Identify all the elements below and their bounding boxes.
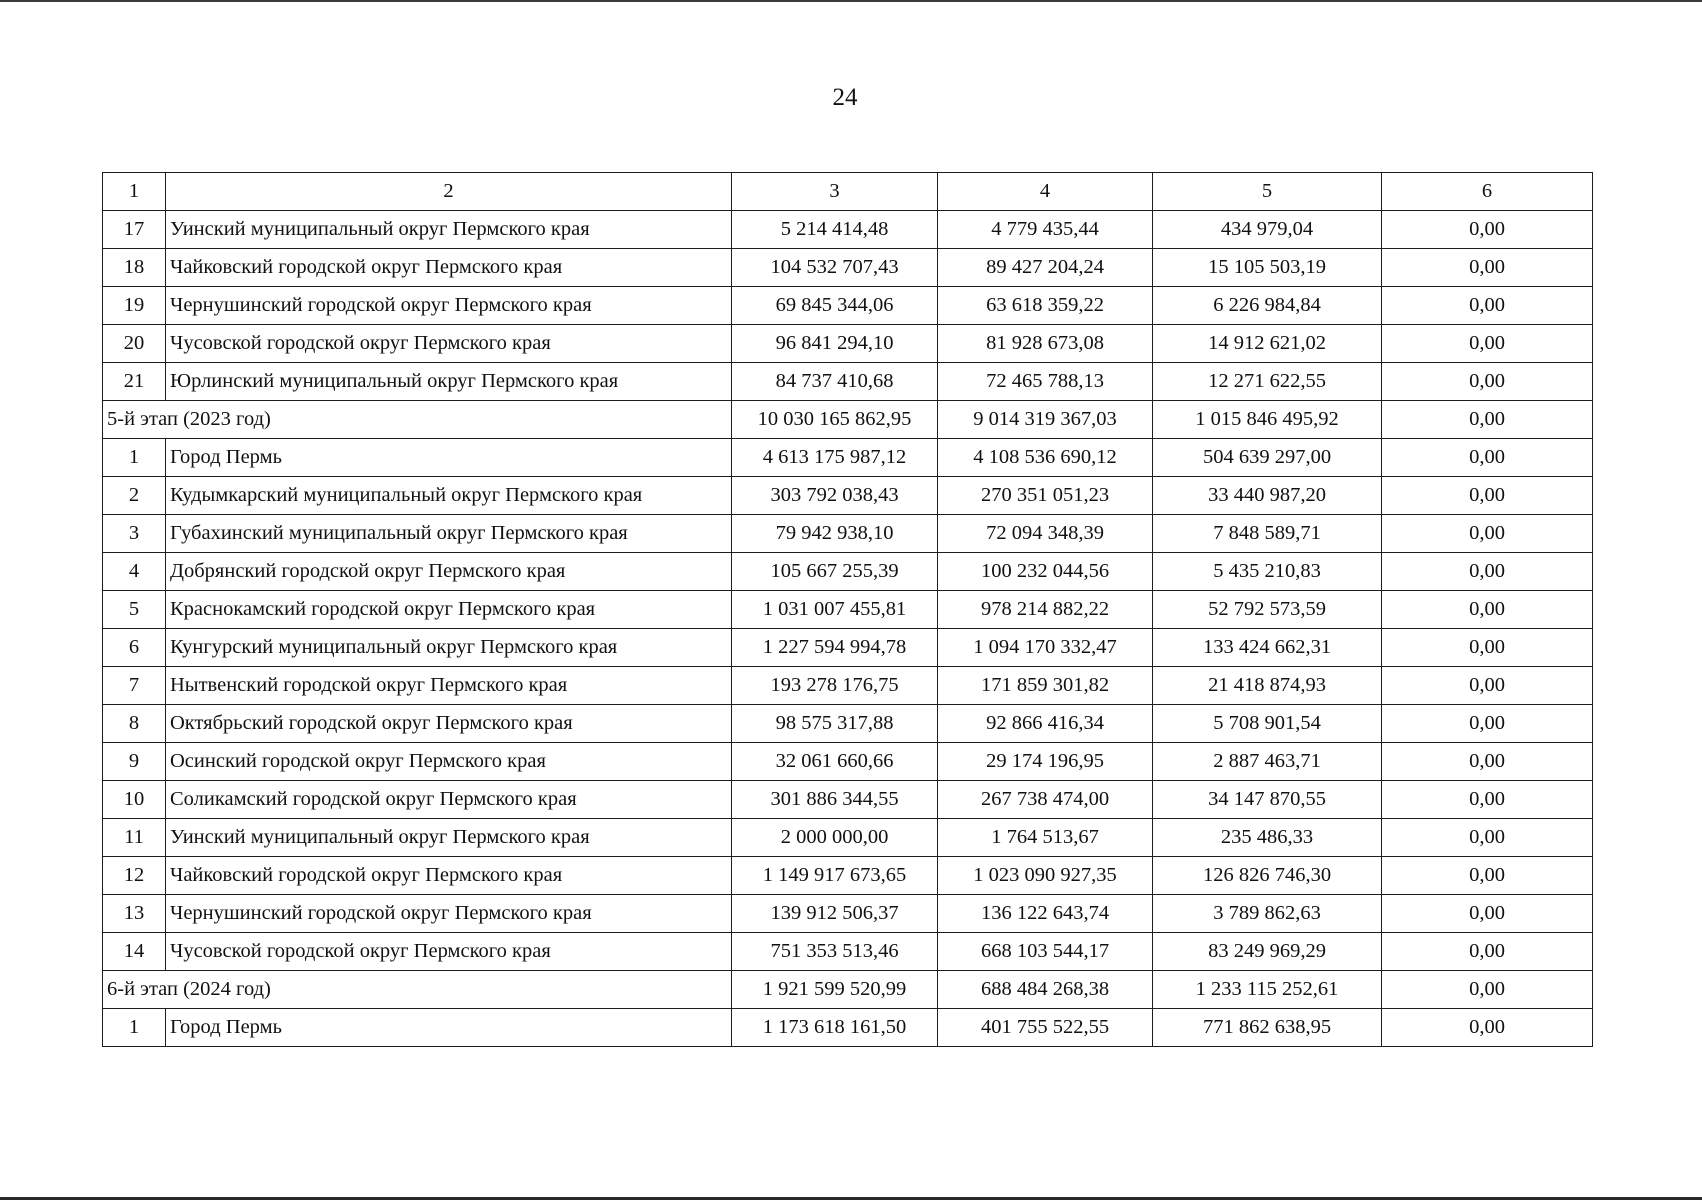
- value-col-5: 434 979,04: [1153, 211, 1382, 249]
- column-number-row: [103, 173, 1593, 211]
- value-col-4: 267 738 474,00: [938, 781, 1153, 819]
- column-header: 6: [1382, 173, 1593, 211]
- value-col-5: 12 271 622,55: [1153, 363, 1382, 401]
- value-col-4: 4 108 536 690,12: [938, 439, 1153, 477]
- municipality-name: Чайковский городской округ Пермского края: [166, 857, 732, 895]
- value-col-5: 14 912 621,02: [1153, 325, 1382, 363]
- value-col-4: 92 866 416,34: [938, 705, 1153, 743]
- value-col-4: 1 764 513,67: [938, 819, 1153, 857]
- page-number: 24: [832, 84, 858, 111]
- row-number: 7: [103, 667, 166, 705]
- value-col-3: 69 845 344,06: [732, 287, 938, 325]
- value-col-5: 133 424 662,31: [1153, 629, 1382, 667]
- value-col-3: 1 227 594 994,78: [732, 629, 938, 667]
- value-col-3: 1 921 599 520,99: [732, 971, 938, 1009]
- table-row: [103, 743, 1593, 781]
- value-col-6: 0,00: [1382, 933, 1593, 971]
- value-col-5: 15 105 503,19: [1153, 249, 1382, 287]
- value-col-3: 751 353 513,46: [732, 933, 938, 971]
- stage-label: 5-й этап (2023 год): [103, 401, 732, 439]
- value-col-6: 0,00: [1382, 667, 1593, 705]
- table-row: [103, 287, 1593, 325]
- municipality-name: Кудымкарский муниципальный округ Пермского края: [166, 477, 732, 515]
- value-col-5: 1 233 115 252,61: [1153, 971, 1382, 1009]
- table-row: [103, 933, 1593, 971]
- value-col-3: 98 575 317,88: [732, 705, 938, 743]
- row-number: 6: [103, 629, 166, 667]
- row-number: 9: [103, 743, 166, 781]
- row-number: 14: [103, 933, 166, 971]
- value-col-6: 0,00: [1382, 249, 1593, 287]
- value-col-4: 9 014 319 367,03: [938, 401, 1153, 439]
- value-col-5: 7 848 589,71: [1153, 515, 1382, 553]
- value-col-5: 34 147 870,55: [1153, 781, 1382, 819]
- value-col-4: 4 779 435,44: [938, 211, 1153, 249]
- value-col-3: 105 667 255,39: [732, 553, 938, 591]
- row-number: 3: [103, 515, 166, 553]
- value-col-5: 126 826 746,30: [1153, 857, 1382, 895]
- municipality-name: Чернушинский городской округ Пермского края: [166, 287, 732, 325]
- row-number: 17: [103, 211, 166, 249]
- value-col-5: 235 486,33: [1153, 819, 1382, 857]
- municipality-name: Город Пермь: [166, 439, 732, 477]
- table-row: [103, 857, 1593, 895]
- stage-label: 6-й этап (2024 год): [103, 971, 732, 1009]
- row-number: 13: [103, 895, 166, 933]
- value-col-6: 0,00: [1382, 325, 1593, 363]
- municipality-name: Нытвенский городской округ Пермского края: [166, 667, 732, 705]
- municipality-name: Добрянский городской округ Пермского края: [166, 553, 732, 591]
- row-number: 12: [103, 857, 166, 895]
- row-number: 2: [103, 477, 166, 515]
- value-col-4: 1 094 170 332,47: [938, 629, 1153, 667]
- table-row: [103, 325, 1593, 363]
- value-col-6: 0,00: [1382, 363, 1593, 401]
- table-body: [103, 173, 1593, 1047]
- value-col-5: 771 862 638,95: [1153, 1009, 1382, 1047]
- municipality-name: Чайковский городской округ Пермского края: [166, 249, 732, 287]
- municipality-name: Уинский муниципальный округ Пермского края: [166, 819, 732, 857]
- value-col-4: 72 465 788,13: [938, 363, 1153, 401]
- value-col-5: 83 249 969,29: [1153, 933, 1382, 971]
- value-col-3: 96 841 294,10: [732, 325, 938, 363]
- value-col-3: 4 613 175 987,12: [732, 439, 938, 477]
- value-col-4: 63 618 359,22: [938, 287, 1153, 325]
- value-col-6: 0,00: [1382, 477, 1593, 515]
- value-col-5: 5 435 210,83: [1153, 553, 1382, 591]
- value-col-3: 303 792 038,43: [732, 477, 938, 515]
- column-header: 3: [732, 173, 938, 211]
- value-col-5: 33 440 987,20: [1153, 477, 1382, 515]
- value-col-6: 0,00: [1382, 819, 1593, 857]
- value-col-6: 0,00: [1382, 705, 1593, 743]
- value-col-6: 0,00: [1382, 591, 1593, 629]
- budget-table: [102, 172, 1593, 1047]
- value-col-4: 81 928 673,08: [938, 325, 1153, 363]
- table-row: [103, 363, 1593, 401]
- value-col-6: 0,00: [1382, 401, 1593, 439]
- value-col-3: 1 149 917 673,65: [732, 857, 938, 895]
- value-col-3: 84 737 410,68: [732, 363, 938, 401]
- value-col-4: 401 755 522,55: [938, 1009, 1153, 1047]
- value-col-4: 688 484 268,38: [938, 971, 1153, 1009]
- value-col-4: 668 103 544,17: [938, 933, 1153, 971]
- value-col-3: 139 912 506,37: [732, 895, 938, 933]
- table-row: [103, 477, 1593, 515]
- value-col-5: 2 887 463,71: [1153, 743, 1382, 781]
- value-col-4: 100 232 044,56: [938, 553, 1153, 591]
- value-col-3: 5 214 414,48: [732, 211, 938, 249]
- value-col-5: 1 015 846 495,92: [1153, 401, 1382, 439]
- value-col-5: 504 639 297,00: [1153, 439, 1382, 477]
- municipality-name: Соликамский городской округ Пермского края: [166, 781, 732, 819]
- stage-row: [103, 971, 1593, 1009]
- value-col-4: 72 094 348,39: [938, 515, 1153, 553]
- value-col-6: 0,00: [1382, 287, 1593, 325]
- row-number: 8: [103, 705, 166, 743]
- row-number: 11: [103, 819, 166, 857]
- row-number: 10: [103, 781, 166, 819]
- value-col-5: 5 708 901,54: [1153, 705, 1382, 743]
- column-header: 5: [1153, 173, 1382, 211]
- value-col-6: 0,00: [1382, 781, 1593, 819]
- value-col-3: 79 942 938,10: [732, 515, 938, 553]
- stage-row: [103, 401, 1593, 439]
- municipality-name: Уинский муниципальный округ Пермского края: [166, 211, 732, 249]
- table-row: [103, 629, 1593, 667]
- value-col-6: 0,00: [1382, 743, 1593, 781]
- municipality-name: Губахинский муниципальный округ Пермского края: [166, 515, 732, 553]
- value-col-4: 978 214 882,22: [938, 591, 1153, 629]
- value-col-6: 0,00: [1382, 857, 1593, 895]
- value-col-6: 0,00: [1382, 439, 1593, 477]
- municipality-name: Краснокамский городской округ Пермского края: [166, 591, 732, 629]
- value-col-3: 10 030 165 862,95: [732, 401, 938, 439]
- table-row: [103, 591, 1593, 629]
- value-col-6: 0,00: [1382, 895, 1593, 933]
- row-number: 5: [103, 591, 166, 629]
- value-col-5: 21 418 874,93: [1153, 667, 1382, 705]
- row-number: 1: [103, 439, 166, 477]
- table-row: [103, 249, 1593, 287]
- row-number: 18: [103, 249, 166, 287]
- row-number: 21: [103, 363, 166, 401]
- value-col-3: 1 173 618 161,50: [732, 1009, 938, 1047]
- table-row: [103, 439, 1593, 477]
- value-col-3: 193 278 176,75: [732, 667, 938, 705]
- municipality-name: Октябрьский городской округ Пермского края: [166, 705, 732, 743]
- value-col-4: 136 122 643,74: [938, 895, 1153, 933]
- municipality-name: Кунгурский муниципальный округ Пермского края: [166, 629, 732, 667]
- column-header: 4: [938, 173, 1153, 211]
- value-col-6: 0,00: [1382, 515, 1593, 553]
- value-col-5: 3 789 862,63: [1153, 895, 1382, 933]
- table-row: [103, 553, 1593, 591]
- table-row: [103, 705, 1593, 743]
- row-number: 19: [103, 287, 166, 325]
- scan-edge-top: [0, 0, 1702, 2]
- municipality-name: Осинский городской округ Пермского края: [166, 743, 732, 781]
- row-number: 1: [103, 1009, 166, 1047]
- value-col-4: 1 023 090 927,35: [938, 857, 1153, 895]
- value-col-6: 0,00: [1382, 211, 1593, 249]
- value-col-4: 171 859 301,82: [938, 667, 1153, 705]
- value-col-5: 52 792 573,59: [1153, 591, 1382, 629]
- value-col-3: 32 061 660,66: [732, 743, 938, 781]
- table-row: [103, 1009, 1593, 1047]
- value-col-6: 0,00: [1382, 971, 1593, 1009]
- value-col-3: 104 532 707,43: [732, 249, 938, 287]
- value-col-3: 1 031 007 455,81: [732, 591, 938, 629]
- column-header: 1: [103, 173, 166, 211]
- value-col-5: 6 226 984,84: [1153, 287, 1382, 325]
- value-col-4: 270 351 051,23: [938, 477, 1153, 515]
- table-row: [103, 667, 1593, 705]
- table-row: [103, 819, 1593, 857]
- table-row: [103, 515, 1593, 553]
- value-col-6: 0,00: [1382, 629, 1593, 667]
- value-col-4: 29 174 196,95: [938, 743, 1153, 781]
- municipality-name: Чернушинский городской округ Пермского края: [166, 895, 732, 933]
- municipality-name: Юрлинский муниципальный округ Пермского края: [166, 363, 732, 401]
- row-number: 20: [103, 325, 166, 363]
- column-header: 2: [166, 173, 732, 211]
- value-col-6: 0,00: [1382, 1009, 1593, 1047]
- value-col-6: 0,00: [1382, 553, 1593, 591]
- table-row: [103, 895, 1593, 933]
- table-row: [103, 211, 1593, 249]
- table-row: [103, 781, 1593, 819]
- value-col-4: 89 427 204,24: [938, 249, 1153, 287]
- value-col-3: 2 000 000,00: [732, 819, 938, 857]
- municipality-name: Чусовской городской округ Пермского края: [166, 933, 732, 971]
- value-col-3: 301 886 344,55: [732, 781, 938, 819]
- municipality-name: Город Пермь: [166, 1009, 732, 1047]
- row-number: 4: [103, 553, 166, 591]
- municipality-name: Чусовской городской округ Пермского края: [166, 325, 732, 363]
